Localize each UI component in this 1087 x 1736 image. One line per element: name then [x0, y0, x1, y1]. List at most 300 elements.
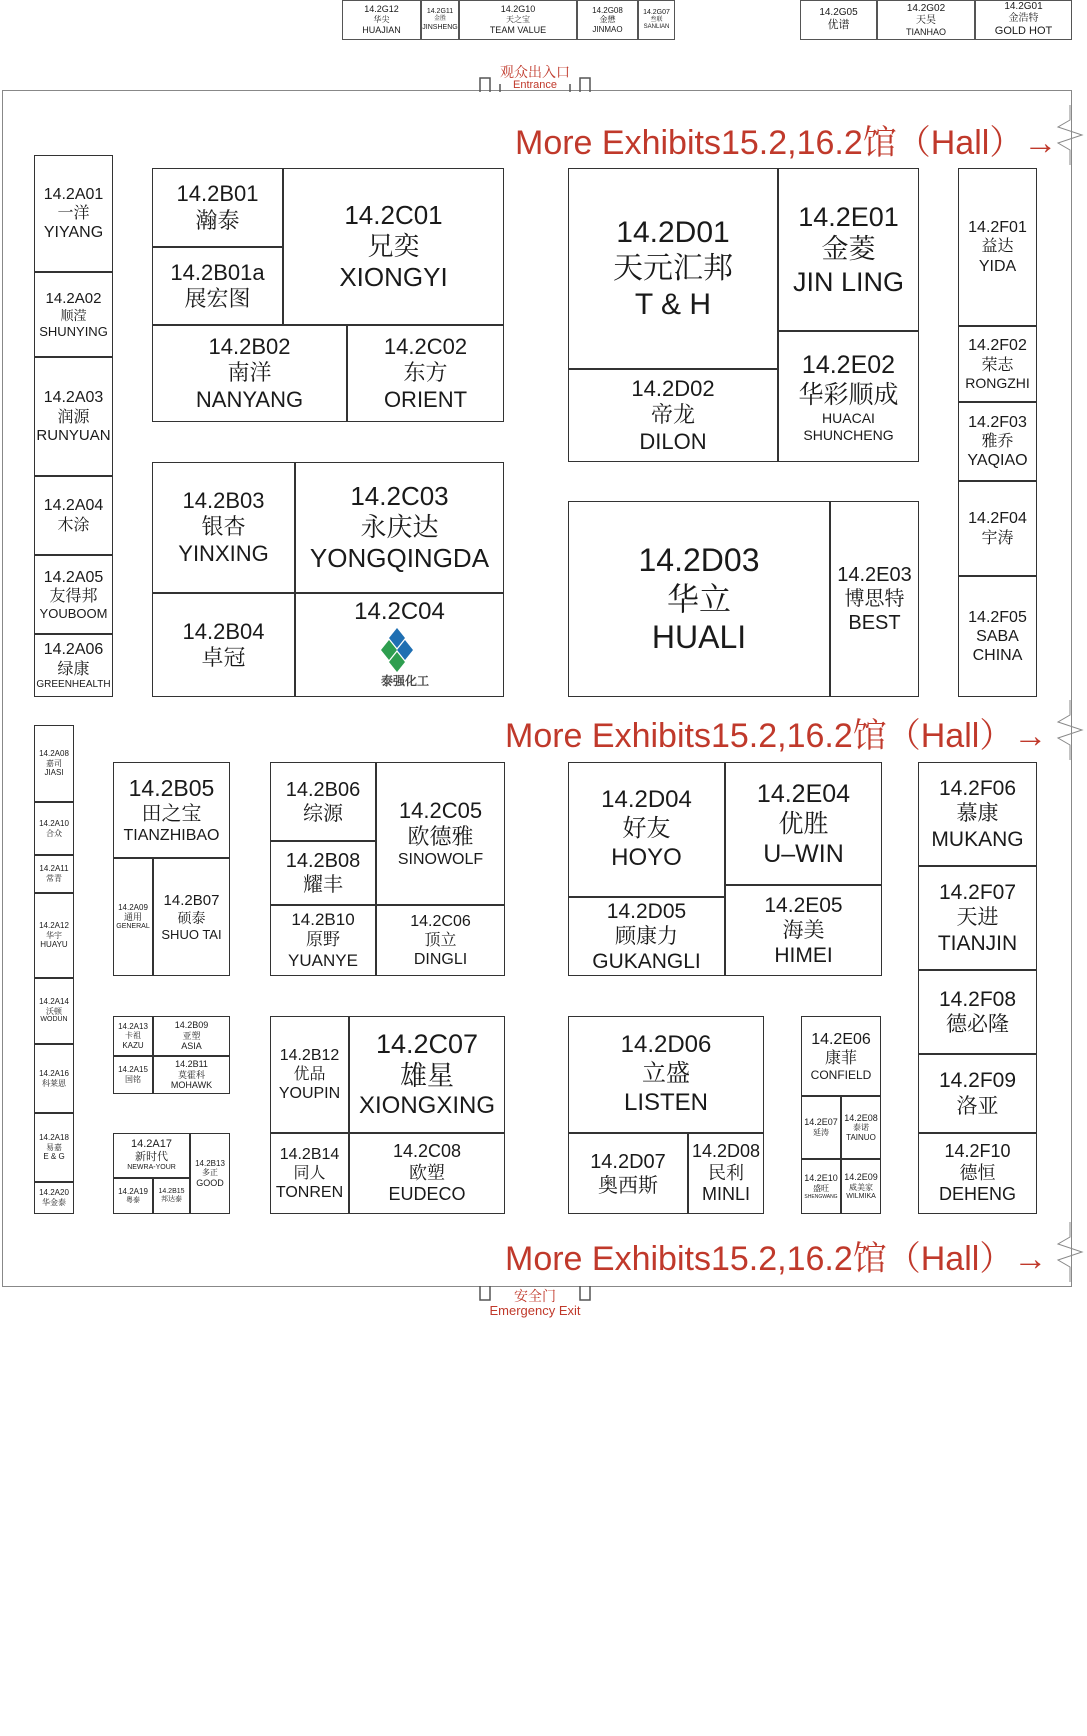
more-exhibits-label: More Exhibits15.2,16.2馆（Hall）→: [515, 124, 1058, 162]
booth-2b05[interactable]: [113, 762, 230, 858]
booth-name: 友得邦: [49, 587, 98, 605]
booth-name: TIANJIN: [937, 931, 1018, 955]
booth-name: 新时代: [135, 1151, 168, 1164]
booth-number: 14.2A09: [118, 902, 148, 912]
booth-number: 14.2C02: [383, 333, 468, 359]
booth-name: DINGLI: [413, 951, 468, 969]
booth-name: 荣志: [981, 356, 1014, 374]
booth-name: 雄星: [400, 1061, 454, 1092]
entrance-marker: [470, 62, 600, 92]
booth-name: EUDECO: [388, 1184, 466, 1205]
booth-number: 14.2C08: [392, 1141, 462, 1162]
booth-number: 14.2B11: [175, 1058, 208, 1069]
booth-number: 14.2A05: [43, 568, 104, 586]
booth-name: 综源: [303, 802, 343, 825]
booth-name: 优品: [293, 1065, 326, 1083]
booth-2a18[interactable]: [34, 1113, 74, 1182]
booth-2g12[interactable]: [342, 0, 421, 40]
booth-number: 14.2E01: [798, 201, 899, 232]
booth-2g02[interactable]: [877, 0, 975, 40]
booth-number: 14.2B12: [279, 1046, 340, 1064]
booth-name: 科莱恩: [42, 1078, 66, 1088]
booth-2b11[interactable]: [153, 1056, 230, 1094]
booth-name: 展宏图: [184, 286, 251, 311]
booth-number: 14.2E03: [837, 564, 912, 586]
booth-name: 益达: [981, 238, 1014, 256]
booth-number: 14.2E08: [844, 1112, 878, 1123]
booth-name: 沃顿: [46, 1006, 62, 1016]
booth-2b06[interactable]: [270, 762, 376, 841]
booth-2g11[interactable]: [421, 0, 459, 40]
company-logo-text: 泰强化工: [380, 674, 429, 688]
booth-2a16[interactable]: [34, 1044, 74, 1113]
wall-break-icon: [1055, 700, 1085, 760]
booth-number: 14.2G01: [1004, 1, 1043, 13]
booth-name: XIONGYI: [339, 262, 448, 293]
booth-name: HUAJIAN: [362, 24, 401, 35]
booth-name: NEWRA-YOUR: [127, 1164, 176, 1172]
booth-2e01[interactable]: [778, 168, 919, 331]
booth-name: 康菲: [824, 1049, 857, 1067]
booth-name: 天元汇邦: [613, 251, 733, 285]
booth-number: 14.2A08: [39, 749, 69, 759]
booth-name: 木涂: [57, 516, 90, 534]
more-exhibits-label: More Exhibits15.2,16.2馆（Hall）→: [505, 1240, 1048, 1278]
booth-number: 14.2A06: [43, 641, 104, 659]
booth-number: 14.2D01: [616, 215, 730, 249]
booth-number: 14.2F05: [968, 608, 1027, 626]
booth-name: 欧塑: [409, 1162, 445, 1183]
booth-number: 14.2F10: [944, 1141, 1011, 1162]
booth-number: 14.2D05: [606, 899, 687, 923]
booth-2d03[interactable]: [568, 501, 830, 697]
booth-number: 14.2F08: [938, 987, 1017, 1011]
booth-name: 合众: [46, 828, 62, 838]
booth-number: 14.2G10: [500, 4, 536, 15]
booth-number: 14.2B06: [285, 778, 361, 801]
booth-name: MUKANG: [931, 827, 1024, 851]
booth-name: RONGZHI: [965, 374, 1030, 391]
booth-number: 14.2F04: [968, 510, 1027, 528]
booth-number: 14.2B13: [195, 1158, 225, 1168]
booth-name: WODUN: [40, 1016, 68, 1024]
booth-name: 东方: [403, 360, 448, 386]
booth-2e05[interactable]: [725, 885, 882, 976]
booth-number: 14.2B10: [291, 909, 355, 929]
booth-2c07[interactable]: [349, 1016, 505, 1133]
booth-name: SANLIAN: [643, 24, 670, 31]
booth-number: 14.2D04: [601, 786, 692, 814]
booth-2b13[interactable]: [190, 1133, 230, 1214]
booth-name: GOOD: [196, 1177, 224, 1188]
booth-number: 14.2B04: [182, 618, 265, 644]
booth-name: 顾康力: [615, 924, 678, 948]
booth-2f02[interactable]: [958, 326, 1037, 402]
booth-number: 14.2B07: [163, 891, 220, 909]
booth-number: 14.2A13: [118, 1021, 148, 1031]
booth-name: YOUBOOM: [39, 605, 108, 621]
booth-2b04[interactable]: [152, 593, 295, 697]
booth-number: 14.2E05: [764, 893, 843, 917]
booth-name: TAINUO: [846, 1132, 876, 1142]
booth-name: 卡祖: [125, 1031, 141, 1041]
booth-name: 原野: [306, 930, 340, 950]
emergency-label-en: Emergency Exit: [489, 1303, 581, 1318]
booth-2c05[interactable]: [376, 762, 505, 905]
booth-number: 14.2C07: [375, 1028, 479, 1059]
booth-2c06[interactable]: [376, 905, 505, 976]
booth-name: 华尖: [373, 15, 390, 25]
booth-2a13[interactable]: [113, 1016, 153, 1056]
booth-2d08[interactable]: [688, 1133, 764, 1214]
booth-number: 14.2G07: [643, 8, 670, 16]
booth-name: 威美家: [849, 1182, 873, 1192]
booth-name: ASIA: [181, 1041, 202, 1052]
booth-name: YUANYE: [288, 950, 358, 970]
booth-name: 一洋: [57, 204, 90, 222]
booth-name: GREENHEALTH: [36, 678, 111, 690]
booth-2a17[interactable]: [113, 1133, 190, 1178]
booth-name: 洛亚: [956, 1094, 999, 1118]
booth-name: 南洋: [227, 360, 272, 386]
booth-name: 华宇: [46, 930, 62, 940]
booth-name: 博思特: [844, 588, 905, 610]
booth-number: 14.2C05: [398, 797, 483, 823]
booth-2f09[interactable]: [918, 1054, 1037, 1133]
booth-name: 金懋: [599, 15, 616, 25]
booth-name: CONFIELD: [810, 1067, 872, 1082]
booth-name: 华立: [666, 580, 731, 617]
booth-number: 14.2A02: [45, 289, 102, 307]
booth-number: 14.2B14: [279, 1145, 340, 1163]
booth-number: 14.2F01: [968, 219, 1027, 237]
booth-2f07[interactable]: [918, 866, 1037, 970]
booth-name: SHUNYING: [39, 323, 108, 339]
booth-number: 14.2G11: [426, 8, 454, 16]
booth-name: 润源: [57, 408, 90, 426]
booth-name: YIYANG: [43, 224, 104, 242]
booth-name: 兄奕: [367, 230, 420, 261]
booth-2e07[interactable]: [801, 1096, 841, 1159]
booth-2b01[interactable]: [152, 168, 283, 247]
booth-2b01a[interactable]: [152, 247, 283, 325]
booth-name: 嘉司: [46, 758, 62, 768]
booth-number: 14.2A20: [39, 1188, 69, 1198]
booth-name: 华彩顺成: [798, 380, 899, 409]
booth-2d06[interactable]: [568, 1016, 764, 1133]
booth-name: 海美: [782, 918, 825, 942]
booth-number: 14.2D07: [590, 1150, 666, 1173]
booth-name: 常青: [46, 874, 62, 883]
booth-number: 14.2F06: [938, 777, 1017, 801]
booth-2e03[interactable]: [830, 501, 919, 697]
booth-2f04[interactable]: [958, 481, 1037, 576]
booth-number: 14.2A03: [43, 389, 104, 407]
booth-2c01[interactable]: [283, 168, 504, 325]
booth-2b09[interactable]: [153, 1016, 230, 1056]
booth-number: 14.2A17: [131, 1138, 172, 1151]
booth-name: 天之宝: [506, 15, 530, 25]
booth-name: 硕泰: [177, 909, 206, 926]
booth-name: HUALI: [651, 619, 747, 656]
booth-number: 14.2F09: [938, 1069, 1017, 1093]
booth-number: 14.2C06: [410, 912, 471, 930]
booth-number: 14.2B15: [158, 1187, 185, 1195]
booth-name: YONGQINGDA: [309, 543, 490, 574]
booth-2d07[interactable]: [568, 1133, 688, 1214]
booth-number: 14.2C04: [354, 598, 445, 625]
booth-name: DILON: [639, 428, 707, 454]
booth-name: GOLD HOT: [994, 25, 1053, 38]
booth-name: YAQIAO: [967, 452, 1028, 470]
booth-name: 瀚泰: [195, 207, 240, 233]
booth-name: 泰诺: [853, 1123, 869, 1133]
booth-name: 雅乔: [981, 432, 1014, 450]
booth-name: HOYO: [611, 843, 682, 871]
booth-name: 奥西斯: [598, 1174, 658, 1197]
booth-number: 14.2E09: [844, 1172, 878, 1183]
booth-number: 14.2A11: [39, 864, 69, 874]
booth-name: 叁联: [650, 17, 663, 23]
booth-name: 好友: [622, 815, 671, 843]
booth-name: 盛旺: [813, 1184, 829, 1194]
booth-number: 14.2D03: [638, 542, 760, 579]
booth-number: 14.2G02: [906, 2, 946, 14]
booth-name: TEAM VALUE: [489, 24, 547, 35]
booth-number: 14.2G08: [592, 5, 623, 15]
booth-name: WILMIKA: [846, 1192, 876, 1200]
booth-name: 易嘉: [46, 1142, 62, 1152]
booth-name: SINOWOLF: [397, 851, 484, 869]
booth-name: JIN LING: [792, 266, 905, 297]
booth-2c03[interactable]: [295, 462, 504, 593]
booth-2a10[interactable]: [34, 802, 74, 855]
booth-2b12[interactable]: [270, 1016, 349, 1133]
booth-2a04[interactable]: [34, 476, 113, 555]
booth-name: BEST: [848, 612, 901, 634]
booth-2c08[interactable]: [349, 1133, 505, 1214]
booth-name: TONREN: [275, 1184, 344, 1202]
booth-number: 14.2F07: [938, 881, 1017, 905]
booth-name: GENERAL: [116, 923, 150, 930]
booth-name: HIMEI: [774, 944, 833, 968]
booth-2a09[interactable]: [113, 858, 153, 976]
booth-name: 德恒: [959, 1162, 996, 1183]
booth-name: SHUNCHENG: [803, 426, 894, 443]
booth-2e08[interactable]: [841, 1096, 881, 1159]
booth-2e04[interactable]: [725, 762, 882, 885]
booth-name: U–WIN: [763, 839, 844, 868]
booth-name: HUACAI: [822, 409, 875, 426]
booth-name: TIANZHIBAO: [123, 827, 220, 845]
booth-number: 14.2E06: [811, 1030, 871, 1048]
booth-name: KAZU: [122, 1040, 144, 1050]
booth-name: E & G: [43, 1152, 65, 1162]
booth-2d05[interactable]: [568, 897, 725, 976]
booth-name: 帝龙: [650, 402, 695, 428]
booth-2f06[interactable]: [918, 762, 1037, 866]
booth-name: 通用: [123, 912, 142, 923]
booth-name: 天昊: [916, 14, 936, 26]
booth-name: 金菱: [821, 234, 876, 265]
booth-number: 14.2G12: [364, 4, 399, 15]
booth-2a03[interactable]: [34, 357, 113, 476]
booth-name: MINLI: [701, 1184, 750, 1205]
booth-number: 14.2E10: [804, 1173, 838, 1184]
booth-name: 天进: [956, 906, 999, 930]
booth-name: YOUPIN: [278, 1085, 341, 1103]
booth-name: YIDA: [978, 257, 1017, 275]
booth-2c02[interactable]: [347, 325, 504, 422]
booth-number: 14.2D06: [620, 1031, 712, 1059]
booth-2f05[interactable]: [958, 576, 1037, 697]
more-exhibits-label: More Exhibits15.2,16.2馆（Hall）→: [505, 717, 1048, 755]
wall-break-icon: [1055, 105, 1085, 165]
booth-2e09[interactable]: [841, 1159, 881, 1214]
booth-number: 14.2B02: [208, 333, 291, 359]
booth-2a12[interactable]: [34, 893, 74, 978]
booth-name: 永庆达: [360, 511, 439, 542]
booth-2b03[interactable]: [152, 462, 295, 593]
booth-number: 14.2C01: [344, 199, 443, 230]
booth-name: RUNYUAN: [36, 426, 111, 444]
booth-2f10[interactable]: [918, 1133, 1037, 1214]
booth-2f01[interactable]: [958, 168, 1037, 326]
booth-2e06[interactable]: [801, 1016, 881, 1096]
booth-2a02[interactable]: [34, 272, 113, 357]
booth-2a15[interactable]: [113, 1056, 153, 1094]
booth-name: YINXING: [178, 540, 269, 566]
booth-number: 14.2A14: [39, 997, 69, 1007]
booth-number: 14.2A01: [43, 185, 104, 203]
booth-2b10[interactable]: [270, 905, 376, 976]
booth-name: 邦达泰: [161, 1196, 182, 1203]
booth-number: 14.2E04: [756, 779, 851, 808]
booth-2a08[interactable]: [34, 725, 74, 802]
booth-2b02[interactable]: [152, 325, 347, 422]
booth-2a05[interactable]: [34, 555, 113, 634]
booth-number: 14.2C03: [350, 480, 449, 511]
booth-2g07[interactable]: [638, 0, 675, 40]
booth-name: JINSHENG: [422, 23, 458, 31]
booth-name: T & H: [634, 287, 712, 321]
booth-name: 德必隆: [946, 1013, 1009, 1036]
booth-number: 14.2B01: [176, 181, 259, 207]
booth-name: JIASI: [44, 768, 64, 778]
booth-2a11[interactable]: [34, 855, 74, 893]
booth-name: 莫霍科: [177, 1069, 205, 1080]
booth-name: SHUO TAI: [161, 926, 222, 942]
booth-name: 慕康: [956, 802, 999, 826]
booth-name: 耀丰: [303, 874, 343, 896]
booth-number: 14.2E07: [804, 1117, 838, 1128]
booth-name: 顺滢: [60, 307, 87, 323]
booth-2d01[interactable]: [568, 168, 778, 369]
booth-2g08[interactable]: [577, 0, 638, 40]
booth-name: 金浩特: [1008, 13, 1039, 25]
booth-name: 宇涛: [981, 529, 1014, 547]
booth-2d04[interactable]: [568, 762, 725, 897]
booth-number: 14.2A04: [43, 497, 104, 515]
booth-name: MOHAWK: [170, 1080, 213, 1091]
booth-number: 14.2B09: [174, 1019, 209, 1030]
booth-2b14[interactable]: [270, 1133, 349, 1214]
booth-name: 粤泰: [126, 1196, 140, 1204]
booth-name: LISTEN: [623, 1088, 709, 1116]
booth-number: 14.2E02: [801, 350, 896, 379]
wall-break-icon: [1055, 1222, 1085, 1282]
booth-2a01[interactable]: [34, 155, 113, 272]
booth-number: 14.2A15: [118, 1065, 148, 1075]
booth-number: 14.2B03: [182, 487, 265, 513]
booth-number: 14.2A12: [39, 921, 69, 931]
booth-2a06[interactable]: [34, 634, 113, 697]
booth-number: 14.2F03: [968, 413, 1027, 431]
booth-name: 银杏: [201, 514, 246, 540]
booth-name: HUAYU: [40, 940, 68, 950]
booth-name: GUKANGLI: [592, 950, 701, 974]
booth-number: 14.2A18: [39, 1133, 69, 1143]
booth-2b15[interactable]: [153, 1178, 190, 1214]
booth-number: 14.2F02: [968, 337, 1027, 355]
booth-number: 14.2B05: [128, 774, 215, 801]
booth-name: 立盛: [642, 1060, 690, 1088]
booth-2g10[interactable]: [459, 0, 577, 40]
booth-name: 亚塑: [182, 1030, 201, 1041]
emergency-label-cn: 安全门: [514, 1288, 556, 1304]
booth-number: 14.2D02: [631, 375, 715, 401]
booth-number: 14.2A19: [118, 1187, 148, 1196]
booth-2g01[interactable]: [975, 0, 1072, 40]
booth-name: 延涛: [813, 1128, 829, 1138]
booth-name: 民利: [708, 1162, 744, 1183]
booth-2g05[interactable]: [800, 0, 877, 40]
booth-name: DEHENG: [938, 1184, 1016, 1205]
booth-2e10[interactable]: [801, 1159, 841, 1214]
booth-2a20[interactable]: [34, 1182, 74, 1214]
entrance-label-cn: 观众出入口: [500, 64, 570, 80]
booth-name: 绿康: [57, 660, 90, 678]
booth-name: SABA: [976, 627, 1019, 645]
entrance-label-en: Entrance: [512, 79, 558, 91]
booth-name: 金胜: [433, 16, 446, 23]
booth-name: 国铭: [125, 1075, 141, 1084]
booth-number: 14.2B08: [285, 850, 361, 872]
booth-2a19[interactable]: [113, 1178, 153, 1214]
booth-number: 14.2G05: [819, 7, 858, 19]
booth-number: 14.2A16: [39, 1068, 69, 1078]
booth-name: TIANHAO: [905, 26, 946, 37]
booth-name: XIONGXING: [358, 1092, 496, 1120]
booth-2a14[interactable]: [34, 978, 74, 1044]
booth-name: 田之宝: [141, 803, 202, 826]
booth-2b07[interactable]: [153, 858, 230, 976]
booth-name: SHENGWANG: [804, 1193, 838, 1200]
booth-name: 顶立: [424, 931, 457, 949]
booth-2e02[interactable]: [778, 331, 919, 462]
booth-2f08[interactable]: [918, 970, 1037, 1054]
booth-name: CHINA: [972, 647, 1023, 665]
booth-2b08[interactable]: [270, 841, 376, 905]
booth-name: 优胜: [778, 809, 829, 838]
booth-number: 14.2D08: [691, 1141, 761, 1162]
booth-name: JINMAO: [592, 24, 623, 34]
booth-name: 多正: [202, 1168, 218, 1178]
booth-2d02[interactable]: [568, 369, 778, 462]
booth-number: 14.2A10: [39, 818, 69, 828]
booth-2f03[interactable]: [958, 402, 1037, 481]
booth-name: 华金泰: [42, 1198, 66, 1207]
